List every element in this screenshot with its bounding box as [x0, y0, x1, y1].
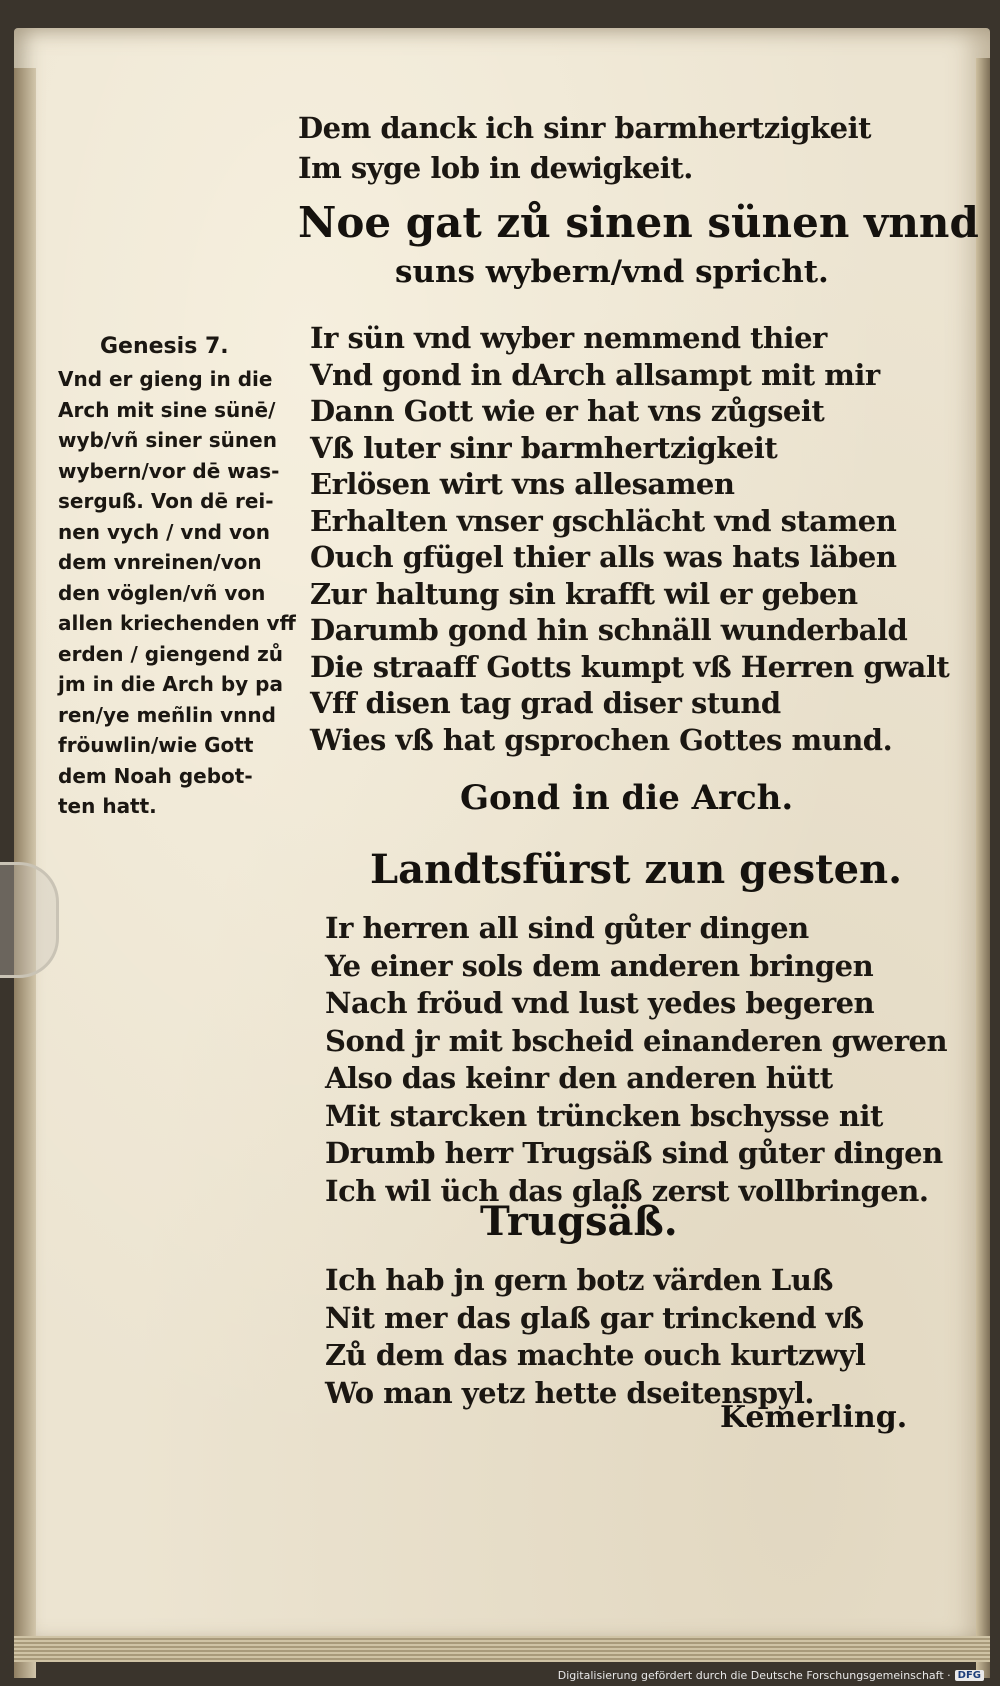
verse-line: Ich wil üch das glaß zerst vollbringen. [325, 1173, 929, 1208]
verse-line: Darumb gond hin schnäll wunderbald [310, 613, 908, 647]
verse-line: Die straaff Gotts kumpt vß Herren gwalt [310, 649, 950, 684]
verse-line: Vß luter sinr barmhertzigkeit [310, 430, 778, 465]
verse-line: Nach fröud vnd lust yedes begeren [325, 986, 875, 1020]
verse-line: Ich hab jn gern botz värden Luß [325, 1263, 833, 1297]
top-line: Dem danck ich sinr barmhertzigkeit [298, 111, 871, 145]
heading-landtsfuerst: Landtsfürst zun gesten. [370, 846, 903, 893]
marginal-line: nen vych / vnd von [58, 519, 270, 544]
verse-line: Vnd gond in dArch allsampt mit mir [310, 357, 880, 392]
verse-line: Erlösen wirt vns allesamen [310, 467, 735, 501]
marginal-line: serguß. Von dē rei- [58, 489, 274, 513]
top-line: Im syge lob in dewigkeit. [298, 151, 693, 185]
page-stack-edge [14, 1636, 990, 1662]
stage-direction: Gond in die Arch. [460, 778, 794, 818]
marginal-title: Genesis 7. [100, 334, 229, 359]
dfg-logo-icon: DFG [955, 1670, 984, 1681]
verse-line: Also das keinr den anderen hütt [325, 1061, 833, 1095]
marginal-line: allen kriechenden vff [58, 611, 296, 635]
marginal-line: fröuwlin/wie Gott [58, 733, 254, 757]
verse-line: Mit starcken trüncken bschysse nit [325, 1098, 883, 1133]
digitization-footer [558, 1666, 984, 1684]
verse-line: Drumb herr Trugsäß sind gůter dingen [325, 1136, 943, 1170]
heading-noe-subline: suns wybern/vnd spricht. [395, 254, 829, 290]
marginal-line: dem Noah gebot- [58, 763, 253, 788]
marginal-line: Vnd er gieng in die [58, 367, 273, 391]
marginal-line: Arch mit sine sünē/ [58, 397, 276, 422]
marginal-line: ten hatt. [58, 794, 157, 818]
verse-line: Sond jr mit bscheid einanderen gweren [325, 1023, 948, 1058]
footer-text: Digitalisierung gefördert durch die Deutsche Forschungsgemeinschaft · [557, 1668, 951, 1682]
marginal-line: wybern/vor dē was- [58, 458, 280, 483]
verse-line: Ye einer sols dem anderen bringen [325, 948, 874, 983]
verse-line: Ouch gfügel thier alls was hats läben [310, 540, 897, 574]
marginal-line: wyb/vñ siner sünen [58, 428, 277, 452]
verse-line: Nit mer das glaß gar trinckend vß [325, 1300, 864, 1335]
page-clip [0, 862, 59, 978]
marginal-line: dem vnreinen/von [58, 550, 262, 574]
verse-line: Dann Gott wie er hat vns zůgseit [310, 394, 825, 428]
catchword: Kemerling. [720, 1400, 908, 1435]
verse-line: Zur haltung sin krafft wil er geben [310, 576, 858, 611]
marginal-line: jm in die Arch by pa [58, 672, 283, 696]
marginal-line: den vöglen/vñ von [58, 580, 266, 605]
heading-trugsaess: Trugsäß. [480, 1198, 678, 1245]
heading-noe: Noe gat zů sinen sünen vnnd [298, 198, 979, 247]
verse-line: Ir sün vnd wyber nemmend thier [310, 321, 827, 355]
verse-line: Wo man yetz hette dseitenspyl. [325, 1375, 815, 1410]
verse-line: Erhalten vnser gschlächt vnd stamen [310, 503, 897, 538]
verse-line: Vff disen tag grad diser stund [310, 686, 781, 720]
marginal-line: ren/ye meñlin vnnd [58, 702, 276, 727]
verse-line: Zů dem das machte ouch kurtzwyl [325, 1338, 866, 1372]
verse-line: Ir herren all sind gůter dingen [325, 911, 809, 945]
verse-line: Wies vß hat gsprochen Gottes mund. [310, 722, 893, 757]
page-fore-edge [976, 58, 990, 1678]
marginal-line: erden / giengend zů [58, 641, 284, 666]
